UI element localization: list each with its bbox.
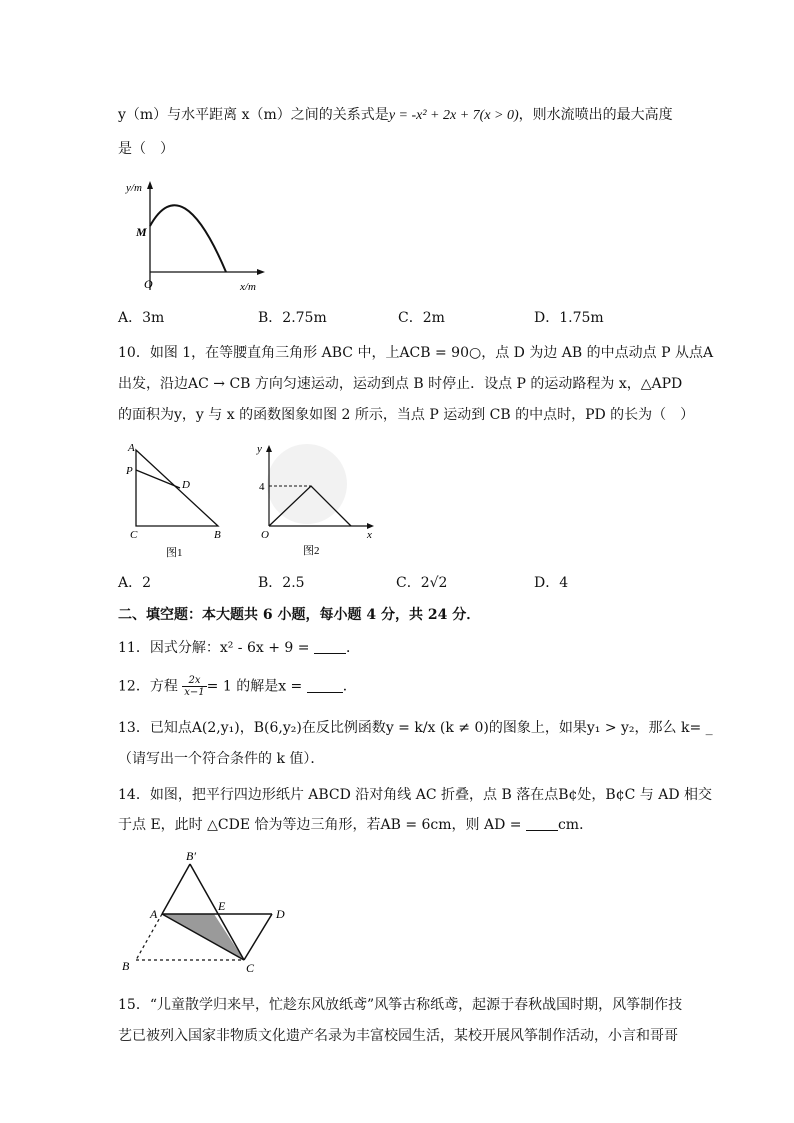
q10-label-a: A	[128, 442, 135, 454]
q11-blank	[314, 639, 346, 654]
q11-line	[118, 638, 360, 658]
q10-options	[118, 573, 678, 593]
q10-figure1	[120, 438, 235, 563]
q10-fig2-peak: 4	[259, 481, 265, 493]
q9-options	[118, 308, 678, 328]
q14-label-b1: B′	[186, 849, 196, 863]
q14-parallelogram-figure	[118, 848, 298, 978]
q14-segment-ab1	[162, 864, 190, 914]
q12-fraction	[182, 675, 206, 698]
q10-label-d: D	[182, 479, 190, 491]
q13-line1: 13．已知点A(2,y₁)，B(6,y₂)在反比例函数y = k/x (k ≠ 0)的图象上，如果y₁ > y₂，那么 k= _	[118, 720, 713, 736]
q9-ylabel: y/m	[126, 182, 142, 194]
q10-option-c: C．2√2	[396, 575, 448, 591]
q10-triangle-abc	[136, 450, 218, 526]
q10-option-a: A．2	[118, 575, 152, 591]
q14-dashed-ab	[136, 914, 162, 960]
q12-line	[118, 675, 357, 698]
q14-label-e: E	[218, 899, 226, 913]
q11-end: ．	[345, 640, 360, 656]
q14-line1: 14．如图，把平行四边形纸片 ABCD 沿对角线 AC 折叠，点 B 落在点B¢处，B¢C 与 AD 相交	[118, 787, 713, 803]
q14-segment-dc	[244, 914, 272, 960]
q14-label-b: B	[122, 959, 130, 973]
q9-text-suffix: ，则水流喷出的最大高度	[518, 107, 673, 123]
q14-line2-prefix: 于点 E，此时 △CDE 恰为等边三角形，若AB = 6cm，则 AD =	[118, 817, 522, 833]
q12-mid: = 1 的解是x =	[206, 678, 303, 695]
q14-label-a: A	[150, 907, 158, 921]
q9-line2: 是（ ）	[118, 141, 174, 157]
q9-option-c: C．2m	[398, 310, 445, 326]
q9-option-b: B．2.75m	[258, 310, 327, 326]
q10-label-b: B	[214, 529, 221, 541]
q10-fig2-ylabel: y	[257, 443, 262, 455]
q9-formula: y = -x² + 2x + 7(x > 0)	[388, 108, 519, 123]
q10-line2: 出发，沿边AC → CB 方向匀速运动，运动到点 B 时停止．设点 P 的运动路程为 x，△APD	[118, 376, 683, 392]
q10-fig2-origin: O	[261, 529, 269, 541]
q9-parabola	[150, 205, 226, 272]
q9-point-m: M	[136, 225, 147, 239]
q10-line1: 10．如图 1，在等腰直角三角形 ABC 中，上ACB = 90○，点 D 为边 AB 的中点动点 P 从点A	[118, 345, 714, 361]
q10-option-b: B．2.5	[258, 575, 305, 591]
q10-fig2-xlabel: x	[367, 529, 372, 541]
q11-text: 11．因式分解：x² - 6x + 9 =	[118, 640, 310, 656]
q10-label-p: P	[126, 465, 133, 477]
q10-segment-pd	[136, 470, 180, 488]
q10-fig1-caption: 图1	[166, 547, 183, 559]
section-2-title: 二、填空题：本大题共 6 小题，每小题 4 分，共 24 分．	[118, 607, 481, 623]
q9-parabola-figure	[122, 178, 272, 298]
q9-option-a: A．3m	[118, 310, 165, 326]
q14-blank	[526, 816, 558, 831]
q12-end: ．	[342, 678, 357, 695]
q9-xlabel: x/m	[240, 281, 256, 293]
q10-option-d: D．4	[534, 575, 569, 591]
q14-label-c: C	[246, 961, 255, 975]
q9-origin: O	[144, 277, 153, 291]
q13-line2: （请写出一个符合条件的 k 值）．	[118, 751, 325, 767]
q12-fraction-numerator: 2x	[182, 675, 206, 687]
q10-fig2-watermark	[267, 444, 347, 524]
q10-fig2-caption: 图2	[303, 545, 320, 557]
q9-text: y（m）与水平距离 x（m）之间的关系式是	[118, 107, 389, 123]
q10-label-c: C	[130, 529, 138, 541]
q9-y-arrow	[147, 181, 153, 189]
q12-prefix: 12．方程	[118, 678, 178, 695]
q14-line2	[118, 815, 593, 835]
q9-line1	[118, 105, 673, 126]
q10-line3: 的面积为y，y 与 x 的函数图象如图 2 所示，当点 P 运动到 CB 的中点时，PD 的长为（ ）	[118, 407, 695, 423]
q12-blank	[307, 678, 343, 693]
q10-figure2	[245, 442, 380, 562]
q9-x-arrow	[257, 269, 265, 275]
q15-line1: 15．“儿童散学归来早，忙趁东风放纸鸢”风筝古称纸鸢，起源于春秋战国时期，风筝制作技	[118, 997, 683, 1013]
q10-fig2-y-arrow	[266, 445, 272, 452]
q15-line2: 艺已被列入国家非物质文化遗产名录为丰富校园生活，某校开展风筝制作活动，小言和哥哥	[118, 1028, 678, 1044]
q12-fraction-denominator: x−1	[184, 687, 205, 698]
q14-label-d: D	[276, 907, 285, 921]
q9-option-d: D．1.75m	[534, 310, 604, 326]
q14-line2-suffix: cm．	[557, 817, 594, 833]
